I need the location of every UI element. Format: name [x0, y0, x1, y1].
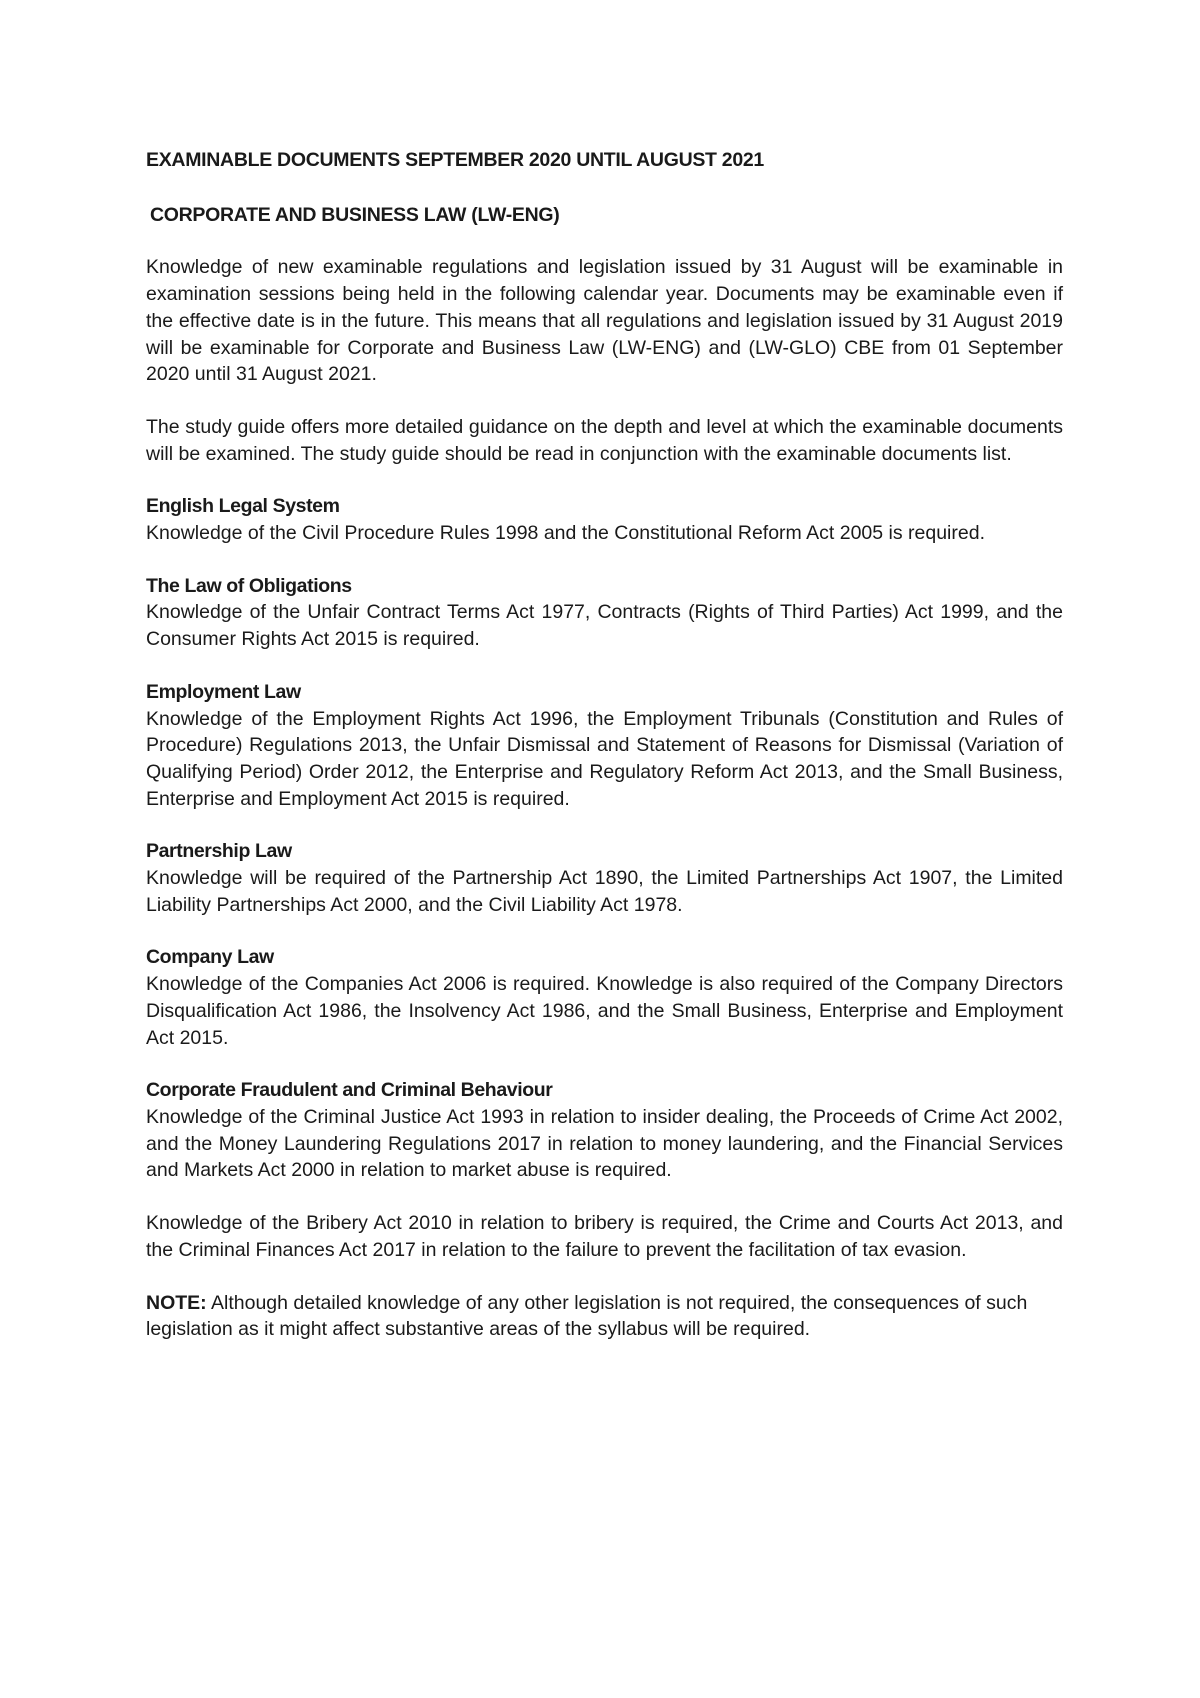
section-paragraph: Knowledge of the Bribery Act 2010 in relation to bribery is required, the Crime and Courts Act 2013, and the Criminal Finances Act 2017 in relation to the failure to prevent the facilitation of tax evasion. — [146, 1212, 1063, 1261]
section-heading: Employment Law — [146, 680, 301, 703]
note-paragraph — [146, 1290, 1063, 1343]
section-company-law — [146, 944, 1063, 1051]
section-heading: Partnership Law — [146, 840, 292, 863]
section-paragraph: Knowledge of the Employment Rights Act 1996, the Employment Tribunals (Constitution and Rules of Procedure) Regulations 2013, the Unfair Dismissal and Statement of Reasons for Dismissal (Variation of Qualifying Period) Order 2012, the Enterprise and Regulatory Reform Act 2013, and the Small Business, Enterprise and Employment Act 2015 is required. — [146, 707, 1063, 810]
section-heading: Company Law — [146, 946, 274, 969]
section-corporate-fraudulent-criminal-behaviour — [146, 1077, 1063, 1263]
section-paragraph: Knowledge will be required of the Partnership Act 1890, the Limited Partnerships Act 1907, the Limited Liability Partnerships Act 2000, and the Civil Liability Act 1978. — [146, 867, 1063, 916]
section-heading: English Legal System — [146, 495, 340, 518]
section-employment-law — [146, 679, 1063, 813]
document-body — [146, 147, 1063, 1343]
section-partnership-law — [146, 838, 1063, 918]
intro-paragraph: Knowledge of new examinable regulations and legislation issued by 31 August will be examinable in examination sessions being held in the following calendar year. Documents may be examinable even if the effective date is in the future. This means that all regulations and legislation issued by 31 August 2019 will be examinable for Corporate and Business Law (LW-ENG) and (LW-GLO) CBE from 01 September 2020 until 31 August 2021. — [146, 256, 1063, 386]
section-heading: The Law of Obligations — [146, 574, 352, 597]
section-paragraph: Knowledge of the Unfair Contract Terms Act 1977, Contracts (Rights of Third Parties) Act 1999, and the Consumer Rights Act 2015 is required. — [146, 601, 1063, 651]
intro-paragraph: The study guide offers more detailed guidance on the depth and level at which the examinable documents will be examined. The study guide should be read in conjunction with the examinable documents list. — [146, 415, 1063, 465]
document-title: EXAMINABLE DOCUMENTS SEPTEMBER 2020 UNTIL AUGUST 2021 — [146, 149, 764, 171]
note-text: Although detailed knowledge of any other legislation is not required, the consequences of such legislation as it might affect substantive areas of the syllabus will be required. — [146, 1291, 1028, 1341]
section-english-legal-system — [146, 493, 1063, 546]
section-law-of-obligations — [146, 573, 1063, 653]
section-heading: Corporate Fraudulent and Criminal Behaviour — [146, 1079, 553, 1102]
section-paragraph: Knowledge of the Criminal Justice Act 1993 in relation to insider dealing, the Proceeds of Crime Act 2002, and the Money Laundering Regulations 2017 in relation to money laundering, and the Financial Services and Markets Act 2000 in relation to market abuse is required. — [146, 1105, 1063, 1182]
section-paragraph: Knowledge of the Civil Procedure Rules 1998 and the Constitutional Reform Act 2005 is required. — [146, 522, 985, 545]
note-label: NOTE: — [146, 1291, 207, 1314]
section-paragraph: Knowledge of the Companies Act 2006 is required. Knowledge is also required of the Company Directors Disqualification Act 1986, the Insolvency Act 1986, and the Small Business, Enterprise and Employment Act 2015. — [146, 973, 1063, 1049]
document-subtitle: CORPORATE AND BUSINESS LAW (LW-ENG) — [150, 203, 560, 226]
